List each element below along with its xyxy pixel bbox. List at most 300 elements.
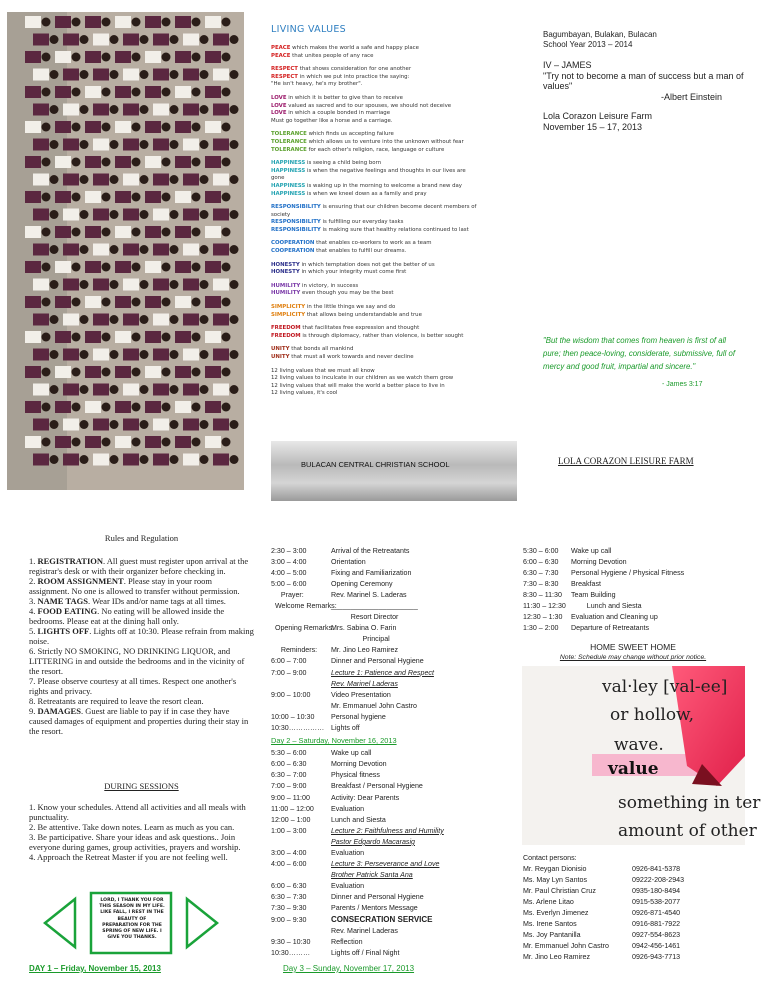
student-figure	[25, 226, 41, 238]
student-figure	[85, 156, 101, 168]
student-figure	[25, 261, 41, 273]
student-head	[162, 263, 171, 272]
schedule-activity: Lunch and Siesta	[571, 602, 642, 611]
student-figure	[93, 384, 109, 396]
student-figure	[33, 244, 49, 256]
schedule-time: 6:30 – 7:30	[271, 893, 307, 902]
student-head	[222, 228, 231, 237]
student-figure	[123, 314, 139, 326]
student-head	[72, 88, 81, 97]
student-head	[200, 280, 209, 289]
student-head	[192, 298, 201, 307]
student-head	[192, 333, 201, 342]
rule-text: . No eating will be allowed inside the bedrooms. Please eat at the dining hall only.	[29, 606, 225, 626]
living-values-title: LIVING VALUES	[271, 24, 346, 35]
schedule-activity: Wake up call	[331, 749, 372, 758]
schedule-row	[271, 700, 491, 711]
student-head	[102, 193, 111, 202]
session-item: 4. Approach the Retreat Master if you are not feeling well.	[29, 852, 228, 862]
student-figure	[183, 454, 199, 466]
student-figure	[175, 261, 191, 273]
student-head	[80, 210, 89, 219]
value-keyword: HAPPINESS	[271, 160, 306, 167]
schedule-activity: Breakfast / Personal Hygiene	[331, 782, 423, 791]
schedule-activity: Lunch and Siesta	[331, 815, 386, 824]
schedule-time: 10:30……………	[271, 724, 325, 733]
value-line	[271, 227, 519, 235]
value-keyword: UNITY	[271, 354, 290, 360]
schedule-activity: Video Presentation	[331, 690, 391, 699]
student-figure	[33, 104, 49, 116]
value-keyword: UNITY	[271, 346, 290, 353]
student-head	[102, 368, 111, 377]
contact-row	[523, 941, 748, 952]
schedule-activity: Arrival of the Retreatants	[331, 546, 410, 555]
student-head	[42, 438, 51, 447]
schedule-time: 3:00 – 4:00	[271, 557, 307, 566]
student-head	[50, 245, 59, 254]
student-head	[72, 438, 81, 447]
contact-phone: 0935-180-8494	[632, 886, 681, 895]
value-line	[271, 312, 519, 320]
value-group	[271, 283, 519, 298]
value-keyword: SIMPLICITY	[271, 304, 306, 311]
student-figure	[55, 121, 71, 133]
student-figure	[175, 401, 191, 413]
student-figure	[115, 121, 131, 133]
venue: Lola Corazon Leisure Farm	[543, 111, 653, 121]
value-group	[271, 131, 519, 154]
contact-name: Ms. Everlyn Jimenez	[523, 909, 589, 918]
student-figure	[145, 331, 161, 343]
student-head	[102, 438, 111, 447]
schedule-time: 4:00 – 6:00	[271, 860, 307, 869]
value-keyword: HAPPINESS	[271, 190, 306, 197]
student-figure	[115, 331, 131, 343]
student-figure	[183, 349, 199, 361]
student-head	[102, 263, 111, 272]
student-head	[72, 333, 81, 342]
student-figure	[153, 349, 169, 361]
student-figure	[123, 454, 139, 466]
student-head	[162, 438, 171, 447]
student-figure	[93, 174, 109, 186]
student-head	[72, 228, 81, 237]
student-head	[170, 70, 179, 79]
value-line	[271, 269, 519, 277]
contact-persons	[523, 852, 748, 963]
student-figure	[205, 296, 221, 308]
student-figure	[63, 139, 79, 151]
student-head	[170, 105, 179, 114]
student-head	[132, 158, 141, 167]
student-figure	[55, 436, 71, 448]
rule-number: 4.	[29, 606, 38, 616]
schedule-time: Reminders:	[271, 646, 318, 655]
student-figure	[25, 51, 41, 63]
student-figure	[183, 34, 199, 46]
student-head	[110, 210, 119, 219]
schedule-activity: Activity: Dear Parents	[331, 793, 400, 802]
rules-section	[29, 533, 254, 736]
schedule-activity: Lecture 3: Perseverance and Love	[331, 860, 440, 869]
schedule-row	[271, 567, 491, 578]
value-text: society	[271, 211, 291, 218]
schedule-activity: Lecture 1: Patience and Respect	[331, 668, 434, 677]
rule-number: 9.	[29, 706, 38, 716]
contact-name: Mr. Reygan Dionisio	[523, 864, 587, 873]
schedule-row	[271, 859, 491, 870]
student-figure	[115, 366, 131, 378]
student-head	[80, 175, 89, 184]
value-line	[271, 74, 519, 82]
value-text: gone	[271, 175, 285, 182]
schedule-row	[271, 711, 491, 722]
contact-name: Ms. Irene Santos	[523, 920, 577, 929]
student-head	[42, 403, 51, 412]
student-head	[102, 18, 111, 27]
student-figure	[205, 51, 221, 63]
student-head	[200, 315, 209, 324]
schedule-row	[523, 578, 748, 589]
student-figure	[183, 384, 199, 396]
value-text: that enables to fulfill our dreams.	[316, 248, 407, 255]
student-figure	[205, 191, 221, 203]
contact-row	[523, 863, 748, 874]
value-keyword: RESPECT	[271, 73, 298, 80]
student-head	[200, 70, 209, 79]
student-head	[200, 455, 209, 464]
student-head	[102, 298, 111, 307]
student-figure	[213, 419, 229, 431]
student-head	[230, 35, 239, 44]
value-line	[271, 212, 519, 220]
student-head	[140, 420, 149, 429]
value-text: in which it is better to give than to receive	[288, 94, 403, 101]
student-head	[102, 403, 111, 412]
student-figure	[115, 296, 131, 308]
student-head	[80, 315, 89, 324]
schedule-activity: Brother Patrick Santa Ana	[331, 871, 413, 880]
student-head	[110, 385, 119, 394]
schedule-row	[271, 803, 491, 814]
student-head	[42, 193, 51, 202]
student-figure	[145, 436, 161, 448]
student-head	[42, 88, 51, 97]
rule-item	[29, 646, 254, 676]
schedule-time: 1:00 – 3:00	[271, 826, 307, 835]
schedule-time: 2:30 – 3:00	[271, 546, 307, 555]
student-figure	[153, 454, 169, 466]
value-group	[271, 262, 519, 277]
student-figure	[63, 279, 79, 291]
student-figure	[93, 139, 109, 151]
value-line	[271, 375, 519, 383]
schedule-activity: Mr. Emmanuel John Castro	[331, 701, 417, 710]
value-text: which finds us accepting failure	[308, 131, 394, 138]
student-figure	[63, 419, 79, 431]
student-head	[42, 18, 51, 27]
student-head	[230, 70, 239, 79]
student-figure	[153, 384, 169, 396]
student-figure	[85, 191, 101, 203]
schedule-activity: Evaluation and Cleaning up	[571, 613, 658, 622]
dictionary-image	[522, 666, 761, 845]
student-figure	[205, 436, 221, 448]
schedule-time: 8:30 – 11:30	[523, 590, 562, 599]
student-head	[140, 385, 149, 394]
schedule-time: 11:30 – 12:30	[523, 602, 566, 611]
student-figure	[183, 174, 199, 186]
student-head	[72, 123, 81, 132]
value-text: that enables co-workers to work as a team	[316, 240, 432, 247]
rule-text: Please observe courtesy at all times. Respect one another's rights and privacy.	[29, 676, 237, 696]
student-figure	[183, 209, 199, 221]
student-head	[102, 53, 111, 62]
student-figure	[115, 226, 131, 238]
student-figure	[183, 139, 199, 151]
student-figure	[213, 69, 229, 81]
value-text: is ensuring that our children become decent members of	[322, 204, 477, 211]
schedule-row	[271, 759, 491, 770]
schedule-row	[271, 545, 491, 556]
student-head	[110, 455, 119, 464]
value-line	[271, 183, 519, 191]
rule-number: 1.	[29, 556, 38, 566]
contact-phone: 0915-538-2077	[632, 897, 681, 906]
rule-item	[29, 556, 254, 576]
student-figure	[123, 384, 139, 396]
schedule-time: 3:00 – 4:00	[271, 848, 307, 857]
student-figure	[55, 51, 71, 63]
schedule-row	[271, 847, 491, 858]
student-head	[50, 385, 59, 394]
schedule-time: 6:00 – 6:30	[271, 760, 307, 769]
student-head	[42, 368, 51, 377]
contact-row	[523, 885, 748, 896]
session-item: 1. Know your schedules. Attend all activities and all meals with punctuality.	[29, 802, 246, 822]
student-head	[200, 210, 209, 219]
student-head	[72, 368, 81, 377]
schedule-time: 5:30 – 6:00	[523, 546, 559, 555]
student-head	[102, 228, 111, 237]
schedule-row	[271, 814, 491, 825]
contacts-title: Contact persons:	[523, 853, 577, 862]
student-figure	[85, 51, 101, 63]
student-head	[140, 315, 149, 324]
student-head	[170, 210, 179, 219]
student-head	[132, 298, 141, 307]
student-head	[170, 420, 179, 429]
student-figure	[93, 314, 109, 326]
contact-phone: 0927-554-8623	[632, 931, 681, 940]
schedule-time: 12:00 – 1:00	[271, 815, 311, 824]
student-figure	[175, 16, 191, 28]
value-group	[271, 160, 519, 198]
student-head	[80, 420, 89, 429]
student-head	[50, 455, 59, 464]
day2-label: Day 2 – Saturday, November 16, 2013	[271, 736, 397, 746]
student-head	[170, 315, 179, 324]
value-keyword: HUMILITY	[271, 290, 301, 297]
value-text: 12 living values to inculcate in our children as we watch them grow	[271, 375, 454, 382]
verse-reference: - James 3:17	[662, 381, 703, 388]
contact-name: Ms. Joy Pantanilla	[523, 931, 581, 940]
schedule-activity: Pastor Edgardo Macarasig	[331, 837, 415, 846]
student-head	[162, 368, 171, 377]
student-head	[42, 158, 51, 167]
student-head	[230, 315, 239, 324]
schedule-activity: Rev. Marinel Laderas	[331, 926, 398, 935]
student-head	[110, 245, 119, 254]
student-head	[110, 35, 119, 44]
student-head	[50, 420, 59, 429]
student-figure	[205, 121, 221, 133]
contact-row	[523, 952, 748, 963]
value-line	[271, 175, 519, 183]
student-figure	[93, 279, 109, 291]
student-figure	[33, 69, 49, 81]
student-figure	[175, 331, 191, 343]
schedule-activity: Morning Devotion	[331, 760, 387, 769]
student-figure	[85, 86, 101, 98]
value-text: is waking up in the morning to welcome a brand new day	[307, 182, 462, 189]
student-figure	[33, 314, 49, 326]
student-figure	[153, 139, 169, 151]
schedule-row	[271, 903, 491, 914]
schedule-row	[271, 723, 491, 734]
student-head	[110, 140, 119, 149]
value-text: that bonds all mankind	[291, 346, 354, 353]
student-figure	[115, 261, 131, 273]
schedule-row	[271, 623, 491, 634]
student-head	[72, 298, 81, 307]
value-keyword: HUMILITY	[271, 282, 301, 289]
schedule-row	[271, 925, 491, 936]
rule-keyword: ROOM ASSIGNMENT	[37, 576, 124, 586]
schedule-activity: Reflection	[331, 937, 363, 946]
value-text: is when the negative feelings and thoughts in our lives are	[307, 167, 466, 174]
student-head	[140, 350, 149, 359]
schedule-activity: Morning Devotion	[571, 557, 627, 566]
schedule-activity: Wake up call	[571, 546, 612, 555]
student-head	[42, 53, 51, 62]
student-figure	[85, 121, 101, 133]
rule-item	[29, 676, 254, 696]
schedule-activity: Rev. Marinel Laderas	[331, 679, 398, 688]
value-keyword: HONESTY	[271, 269, 300, 276]
value-group	[271, 346, 519, 361]
value-group	[271, 368, 519, 398]
student-figure	[25, 436, 41, 448]
student-figure	[33, 454, 49, 466]
contact-name: Mr. Emmanuel John Castro	[523, 942, 609, 951]
schedule-time: 12:30 – 1:30	[523, 613, 563, 622]
schedule-row	[523, 623, 748, 634]
rule-keyword: DAMAGES	[37, 706, 81, 716]
schedule-row	[523, 600, 748, 611]
student-figure	[55, 191, 71, 203]
student-figure	[33, 349, 49, 361]
student-figure	[25, 366, 41, 378]
student-figure	[55, 401, 71, 413]
rule-number: 7.	[29, 676, 38, 686]
value-line	[271, 290, 519, 298]
student-figure	[175, 296, 191, 308]
value-line	[271, 240, 519, 248]
schedule-time: 7:00 – 9:00	[271, 782, 307, 791]
student-head	[230, 420, 239, 429]
student-figure	[153, 279, 169, 291]
schedule-time: 4:00 – 5:00	[271, 568, 307, 577]
student-figure	[33, 279, 49, 291]
value-line	[271, 283, 519, 291]
student-head	[192, 123, 201, 132]
schedule-activity: Evaluation	[331, 882, 365, 891]
student-head	[230, 455, 239, 464]
student-figure	[33, 384, 49, 396]
dict-word: or hollow,	[610, 705, 694, 725]
schedule-row	[271, 645, 491, 656]
student-figure	[175, 226, 191, 238]
value-group	[271, 95, 519, 125]
value-line	[271, 95, 519, 103]
value-text: is making sure that healthy relations continued to last	[322, 226, 469, 233]
value-line	[271, 147, 519, 155]
schedule-day1-day2	[271, 545, 491, 958]
student-figure	[205, 86, 221, 98]
value-text: in which a couple bonded in marriage	[288, 110, 391, 117]
student-figure	[205, 156, 221, 168]
student-head	[222, 333, 231, 342]
schedule-time: 6:30 – 7:00	[271, 771, 307, 780]
value-keyword: TOLERANCE	[271, 146, 307, 153]
student-figure	[123, 279, 139, 291]
student-head	[230, 210, 239, 219]
schedule-row	[271, 578, 491, 589]
contact-name: Mr. Paul Christian Cruz	[523, 886, 596, 895]
student-head	[230, 175, 239, 184]
school-banner-text: BULACAN CENTRAL CHRISTIAN SCHOOL	[301, 460, 450, 469]
student-figure	[175, 191, 191, 203]
contact-phone: 09222-208-2943	[632, 875, 685, 884]
student-figure	[145, 296, 161, 308]
value-line	[271, 346, 519, 354]
student-head	[72, 18, 81, 27]
student-head	[140, 245, 149, 254]
value-text: which makes the world a safe and happy place	[292, 45, 419, 51]
schedule-activity: Lights off	[331, 724, 360, 733]
student-figure	[55, 331, 71, 343]
student-figure	[33, 139, 49, 151]
rule-text: Strictly NO SMOKING, NO DRINKING LIQUOR, and LITTERING in and outside the bedrooms and in the vicinity of the resort.	[29, 646, 245, 676]
schedule-row	[271, 781, 491, 792]
student-head	[222, 123, 231, 132]
student-head	[80, 35, 89, 44]
group-photo-image	[7, 12, 244, 490]
rule-text: Retreatants are required to leave the resort clean.	[37, 696, 204, 706]
schedule-activity: Fixing and Familiarization	[331, 568, 412, 577]
dict-word: something in ter	[618, 793, 761, 813]
student-figure	[33, 34, 49, 46]
session-item: 3. Be participative. Share your ideas and ask questions.. Join everyone during games, group activities, prayers and worship.	[29, 832, 241, 852]
value-line	[271, 131, 519, 139]
value-keyword: COOPERATION	[271, 240, 315, 247]
rule-item	[29, 576, 254, 596]
student-head	[222, 193, 231, 202]
student-head	[140, 280, 149, 289]
student-head	[50, 210, 59, 219]
